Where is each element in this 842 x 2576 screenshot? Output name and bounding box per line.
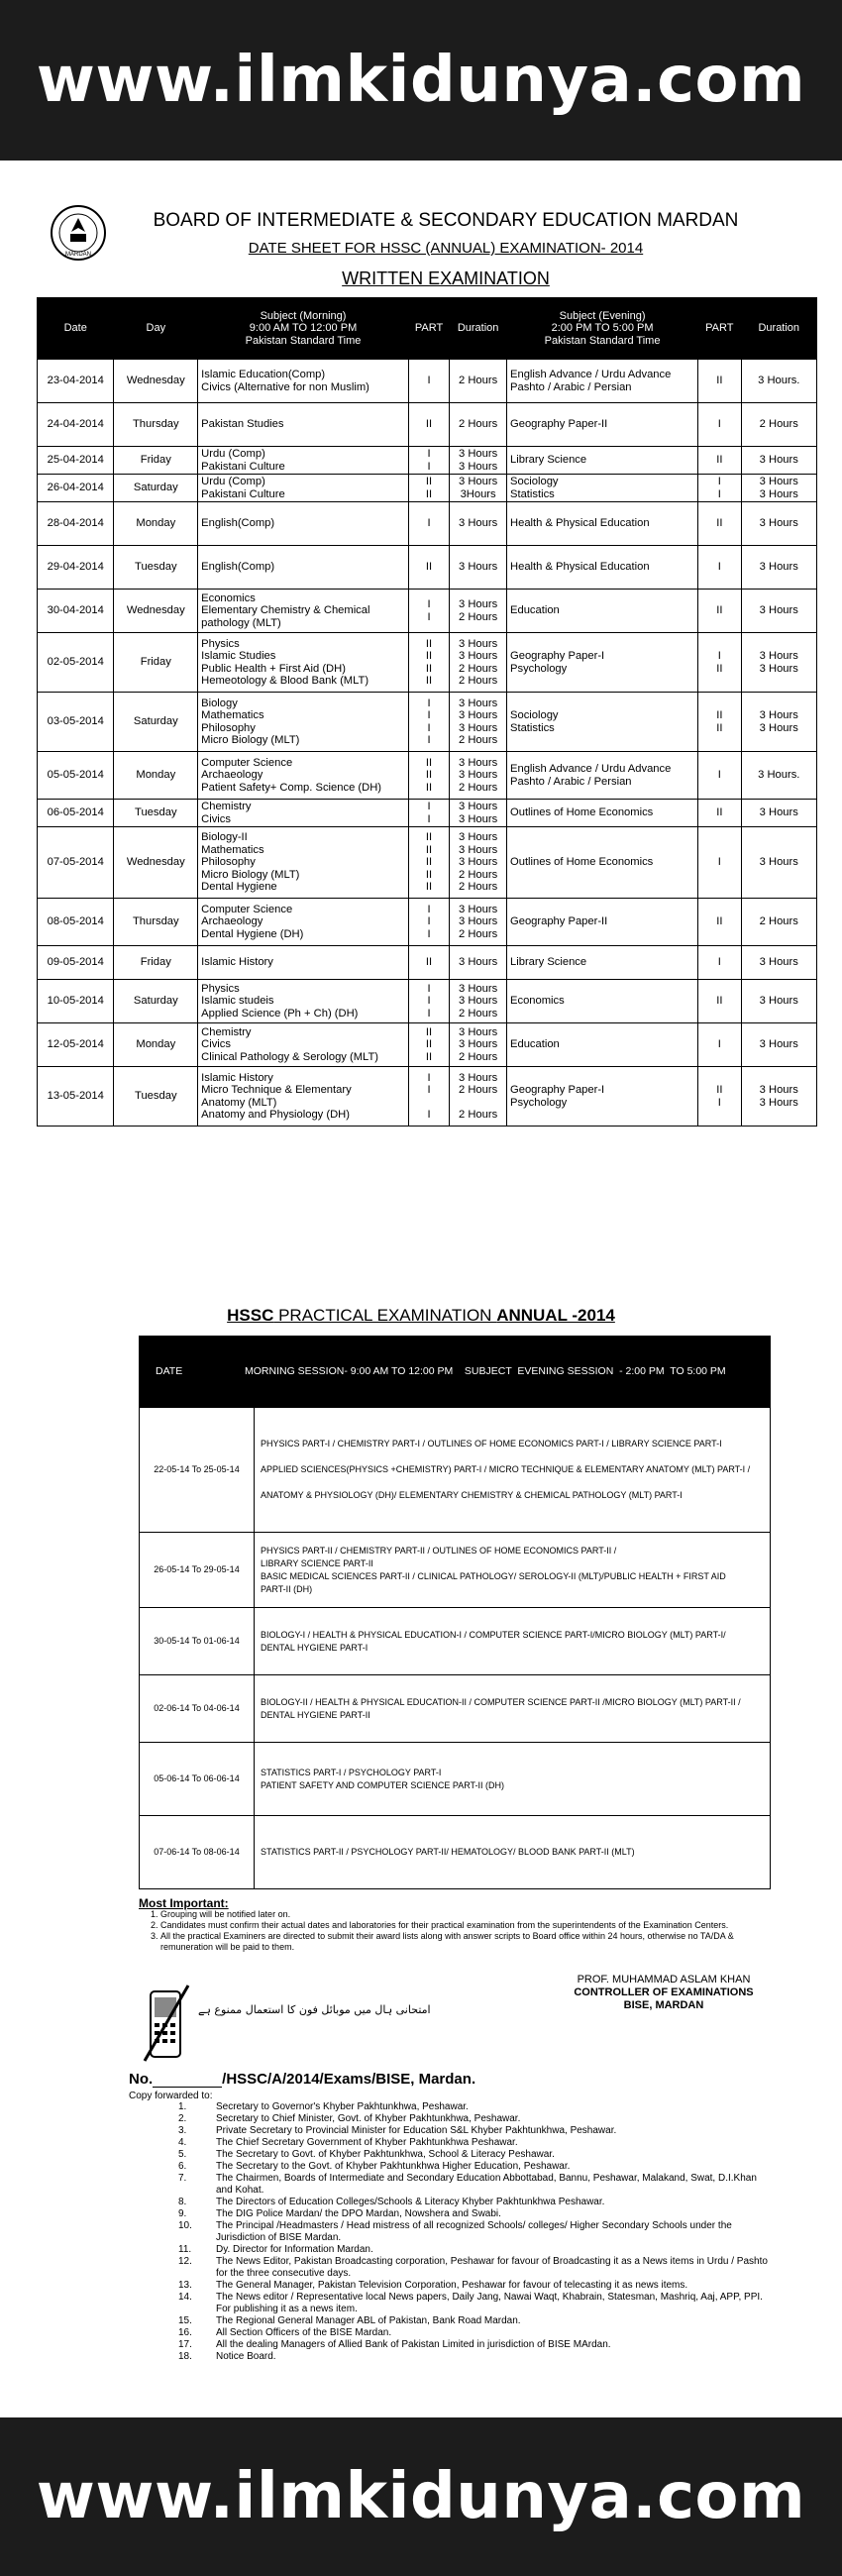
row-morning-duration: 3 Hours 2 Hours 2 Hours	[450, 1067, 507, 1127]
top-banner	[0, 0, 842, 161]
practical-subjects: PHYSICS PART-I / CHEMISTRY PART-I / OUTLINES OF HOME ECONOMICS PART-I / LIBRARY SCIENCE PART-I APPLIED SCIENCES(PHYSICS +CHEMISTRY) PART-I / MICRO TECHNIQUE & ELEMENTARY ANATOMY (MLT) PART-I / ANATOMY & PHYSIOLOGY (DH)/ ELEMENTARY CHEMISTRY & CHEMICAL PATHOLOGY (MLT) PART-I	[255, 1408, 771, 1533]
row-morning-part: II	[408, 403, 449, 447]
no-mobile-phone-icon	[143, 1982, 190, 2067]
row-morning-part: II II II	[408, 752, 449, 800]
table-row	[38, 980, 817, 1023]
row-evening-subject: Library Science	[507, 946, 698, 980]
row-morning-part: I	[408, 502, 449, 546]
row-day: Saturday	[114, 980, 198, 1023]
row-date: 25-04-2014	[38, 447, 114, 475]
list-item	[178, 2137, 773, 2149]
practical-header-date: DATE	[156, 1365, 183, 1377]
row-date: 06-05-2014	[38, 800, 114, 827]
row-morning-duration: 3 Hours 3 Hours 2 Hours	[450, 980, 507, 1023]
table-row	[38, 502, 817, 546]
practical-subjects: BIOLOGY-II / HEALTH & PHYSICAL EDUCATION-II / COMPUTER SCIENCE PART-II /MICRO BIOLOGY (MLT) PART-II / DENTAL HYGIENE PART-II	[255, 1675, 771, 1743]
table-row	[38, 633, 817, 693]
practical-date: 05-06-14 To 06-06-14	[140, 1743, 255, 1816]
row-evening-subject: Geography Paper-I Psychology	[507, 1067, 698, 1127]
row-evening-duration: 2 Hours	[741, 899, 816, 946]
row-morning-part: I	[408, 360, 449, 403]
list-number: 10.	[178, 2220, 192, 2231]
row-day: Monday	[114, 752, 198, 800]
important-notes	[139, 1898, 773, 1953]
site-url-top[interactable]: www.ilmkidunya.com	[36, 44, 806, 117]
list-item	[178, 2280, 773, 2292]
row-day: Friday	[114, 633, 198, 693]
list-item	[178, 2208, 773, 2220]
list-text: All Section Officers of the BISE Mardan.	[216, 2327, 392, 2338]
row-evening-part: II	[698, 447, 741, 475]
row-evening-subject: Library Science	[507, 447, 698, 475]
practical-subjects: BIOLOGY-I / HEALTH & PHYSICAL EDUCATION-I / COMPUTER SCIENCE PART-I/MICRO BIOLOGY (MLT) PART-I/ DENTAL HYGIENE PART-I	[255, 1608, 771, 1675]
list-text: The News editor / Representative local News papers, Daily Jang, Nawai Waqt, Khabrain, Statesman, Mashriq, Aaj, APP, PPI. For publishing it as a news item.	[216, 2292, 763, 2314]
header-morning: Subject (Morning) 9:00 AM TO 12:00 PM Pakistan Standard Time	[198, 298, 409, 360]
date-sheet-title: DATE SHEET FOR HSSC (ANNUAL) EXAMINATION- 2014	[248, 240, 644, 257]
row-evening-part: II	[698, 502, 741, 546]
list-item	[178, 2197, 773, 2208]
table-row	[38, 693, 817, 752]
row-evening-subject: Sociology Statistics	[507, 693, 698, 752]
row-day: Tuesday	[114, 546, 198, 590]
list-item	[178, 2292, 773, 2315]
row-date: 29-04-2014	[38, 546, 114, 590]
table-row	[38, 360, 817, 403]
list-text: Notice Board.	[216, 2351, 276, 2362]
list-text: The Chief Secretary Government of Khyber Pakhtunkhwa Peshawar.	[216, 2137, 518, 2148]
row-evening-subject: Health & Physical Education	[507, 502, 698, 546]
list-number: 4.	[178, 2137, 187, 2148]
practical-table-header	[140, 1337, 771, 1408]
row-evening-part: I I	[698, 475, 741, 502]
list-item	[178, 2315, 773, 2327]
practical-title	[0, 1306, 842, 1326]
row-morning-duration: 2 Hours	[450, 360, 507, 403]
board-title: BOARD OF INTERMEDIATE & SECONDARY EDUCATION MARDAN	[153, 210, 739, 231]
row-evening-subject: Education	[507, 590, 698, 633]
row-morning-part: II II II	[408, 1023, 449, 1067]
row-morning-subject: Urdu (Comp) Pakistani Culture	[198, 447, 409, 475]
row-morning-part: I I	[408, 800, 449, 827]
row-date: 23-04-2014	[38, 360, 114, 403]
row-morning-part: I I I	[408, 1067, 449, 1127]
row-evening-subject: Outlines of Home Economics	[507, 800, 698, 827]
row-morning-subject: Economics Elementary Chemistry & Chemical pathology (MLT)	[198, 590, 409, 633]
row-morning-duration: 3 Hours	[450, 546, 507, 590]
table-row	[38, 546, 817, 590]
table-row	[140, 1743, 771, 1816]
signatory-place: BISE, MARDAN	[623, 1999, 704, 2011]
row-date: 26-04-2014	[38, 475, 114, 502]
header-part-evening: PART	[698, 298, 741, 360]
urdu-note: امتحانی ہال میں موبائل فون کا استعمال ممنوع ہے	[198, 2003, 431, 2016]
row-evening-duration: 3 Hours	[741, 590, 816, 633]
row-day: Saturday	[114, 693, 198, 752]
reference-blank	[153, 2074, 222, 2088]
list-number: 13.	[178, 2280, 192, 2291]
written-exam-table	[37, 297, 817, 1127]
list-number: 12.	[178, 2256, 192, 2267]
row-day: Wednesday	[114, 590, 198, 633]
table-row	[38, 1023, 817, 1067]
row-evening-subject: Education	[507, 1023, 698, 1067]
important-title: Most Important:	[139, 1896, 229, 1910]
row-evening-subject: English Advance / Urdu Advance Pashto / Arabic / Persian	[507, 752, 698, 800]
row-morning-subject: Physics Islamic Studies Public Health + First Aid (DH) Hemeotology & Blood Bank (MLT)	[198, 633, 409, 693]
list-text: Secretary to Governor's Khyber Pakhtunkhwa, Peshawar.	[216, 2101, 469, 2112]
row-morning-subject: Chemistry Civics Clinical Pathology & Serology (MLT)	[198, 1023, 409, 1067]
list-item	[178, 2125, 773, 2137]
row-evening-duration: 3 Hours	[741, 1023, 816, 1067]
row-day: Tuesday	[114, 1067, 198, 1127]
list-number: 3.	[178, 2125, 187, 2136]
row-morning-part: II	[408, 546, 449, 590]
row-morning-duration: 3 Hours 3Hours	[450, 475, 507, 502]
row-morning-part: I I I	[408, 980, 449, 1023]
row-date: 10-05-2014	[38, 980, 114, 1023]
table-row	[140, 1533, 771, 1608]
practical-title-pre: HSSC	[227, 1306, 274, 1325]
row-date: 12-05-2014	[38, 1023, 114, 1067]
practical-title-post: ANNUAL -2014	[496, 1306, 615, 1325]
row-evening-subject: Sociology Statistics	[507, 475, 698, 502]
row-morning-subject: Islamic History	[198, 946, 409, 980]
row-morning-duration: 3 Hours	[450, 946, 507, 980]
list-text: The Regional General Manager ABL of Pakistan, Bank Road Mardan.	[216, 2315, 521, 2326]
row-morning-subject: Pakistan Studies	[198, 403, 409, 447]
row-day: Thursday	[114, 403, 198, 447]
row-morning-subject: Computer Science Archaeology Dental Hygiene (DH)	[198, 899, 409, 946]
list-item	[178, 2149, 773, 2161]
row-morning-duration: 3 Hours 3 Hours 2 Hours	[450, 1023, 507, 1067]
header-part: PART	[408, 298, 449, 360]
list-number: 5.	[178, 2149, 187, 2160]
list-text: The Secretary to Govt. of Khyber Pakhtunkhwa, School & Literacy Peshawar.	[216, 2149, 555, 2160]
list-item	[178, 2351, 773, 2363]
list-number: 14.	[178, 2292, 192, 2303]
row-evening-duration: 3 Hours	[741, 502, 816, 546]
row-day: Friday	[114, 946, 198, 980]
row-evening-subject: Geography Paper-II	[507, 403, 698, 447]
row-day: Thursday	[114, 899, 198, 946]
row-evening-part: I	[698, 827, 741, 899]
row-morning-duration: 3 Hours 3 Hours 3 Hours 2 Hours	[450, 693, 507, 752]
row-date: 13-05-2014	[38, 1067, 114, 1127]
list-text: The Principal /Headmasters / Head mistress of all recognized Schools/ colleges/ Higher Secondary Schools under the Jurisdiction of BISE Mardan.	[216, 2220, 732, 2243]
row-evening-duration: 3 Hours 3 Hours	[741, 633, 816, 693]
row-date: 09-05-2014	[38, 946, 114, 980]
row-morning-duration: 3 Hours 3 Hours	[450, 447, 507, 475]
table-row	[38, 800, 817, 827]
list-text: The DIG Police Mardan/ the DPO Mardan, Nowshera and Swabi.	[216, 2208, 501, 2219]
row-morning-subject: Physics Islamic studeis Applied Science (Ph + Ch) (DH)	[198, 980, 409, 1023]
practical-date: 30-05-14 To 01-06-14	[140, 1608, 255, 1675]
row-evening-subject: Health & Physical Education	[507, 546, 698, 590]
row-day: Saturday	[114, 475, 198, 502]
table-row	[38, 899, 817, 946]
list-item	[178, 2101, 773, 2113]
list-number: 1.	[178, 2101, 187, 2112]
header-date: Date	[38, 298, 114, 360]
header-duration-evening: Duration	[741, 298, 816, 360]
list-item	[178, 2256, 773, 2280]
header-day: Day	[114, 298, 198, 360]
copy-forwarded-label: Copy forwarded to:	[129, 2091, 213, 2101]
table-row	[38, 752, 817, 800]
row-morning-duration: 2 Hours	[450, 403, 507, 447]
list-text: The News Editor, Pakistan Broadcasting corporation, Peshawar for favour of Broadcasting it as a News items in Urdu / Pashto for the three consecutive days.	[216, 2256, 768, 2279]
site-url-bottom[interactable]: www.ilmkidunya.com	[36, 2460, 806, 2533]
row-evening-subject: Economics	[507, 980, 698, 1023]
row-evening-part: I II	[698, 633, 741, 693]
row-evening-subject: Geography Paper-II	[507, 899, 698, 946]
row-morning-subject: English(Comp)	[198, 546, 409, 590]
row-morning-duration: 3 Hours 3 Hours 2 Hours	[450, 899, 507, 946]
row-evening-part: I	[698, 403, 741, 447]
row-evening-duration: 3 Hours	[741, 946, 816, 980]
list-number: 7.	[178, 2173, 187, 2184]
row-day: Wednesday	[114, 360, 198, 403]
list-item	[178, 2113, 773, 2125]
row-date: 08-05-2014	[38, 899, 114, 946]
row-day: Monday	[114, 502, 198, 546]
row-morning-duration: 3 Hours	[450, 502, 507, 546]
row-evening-part: I	[698, 546, 741, 590]
list-item	[178, 2327, 773, 2339]
row-evening-duration: 3 Hours	[741, 546, 816, 590]
practical-subjects: STATISTICS PART-I / PSYCHOLOGY PART-I PATIENT SAFETY AND COMPUTER SCIENCE PART-II (DH)	[255, 1743, 771, 1816]
row-morning-part: I I	[408, 590, 449, 633]
practical-title-mid: PRACTICAL EXAMINATION	[273, 1306, 497, 1325]
practical-header	[140, 1337, 771, 1408]
row-morning-part: II II II II II	[408, 827, 449, 899]
practical-exam-table	[139, 1336, 771, 1889]
date-sheet-document	[0, 161, 842, 2417]
row-evening-subject: Outlines of Home Economics	[507, 827, 698, 899]
row-morning-subject: Islamic History Micro Technique & Elementary Anatomy (MLT) Anatomy and Physiology (DH)	[198, 1067, 409, 1127]
row-morning-subject: English(Comp)	[198, 502, 409, 546]
row-date: 07-05-2014	[38, 827, 114, 899]
row-morning-duration: 3 Hours 3 Hours	[450, 800, 507, 827]
practical-header-sessions: MORNING SESSION- 9:00 AM TO 12:00 PM SUBJECT EVENING SESSION - 2:00 PM TO 5:00 PM	[245, 1365, 726, 1377]
row-evening-duration: 3 Hours	[741, 980, 816, 1023]
row-evening-duration: 3 Hours	[741, 447, 816, 475]
row-evening-part: I	[698, 1023, 741, 1067]
row-evening-part: II	[698, 980, 741, 1023]
practical-date: 07-06-14 To 08-06-14	[140, 1816, 255, 1889]
list-text: The Directors of Education Colleges/Schools & Literacy Khyber Pakhtunkhwa Peshawar.	[216, 2197, 605, 2207]
row-morning-part: II	[408, 946, 449, 980]
logo-text: MARDAN	[64, 252, 92, 258]
practical-date: 26-05-14 To 29-05-14	[140, 1533, 255, 1608]
row-morning-part: I I I	[408, 899, 449, 946]
practical-date: 22-05-14 To 25-05-14	[140, 1408, 255, 1533]
list-item	[178, 2339, 773, 2351]
list-number: 15.	[178, 2315, 192, 2326]
row-evening-part: II	[698, 899, 741, 946]
header-duration: Duration	[450, 298, 507, 360]
practical-subjects: PHYSICS PART-II / CHEMISTRY PART-II / OUTLINES OF HOME ECONOMICS PART-II / LIBRARY SCIENCE PART-II BASIC MEDICAL SCIENCES PART-II / CLINICAL PATHOLOGY/ SEROLOGY-II (MLT)/PUBLIC HEALTH + FIRST AID PART-II (DH)	[255, 1533, 771, 1608]
row-evening-subject: English Advance / Urdu Advance Pashto / Arabic / Persian	[507, 360, 698, 403]
table-row	[38, 590, 817, 633]
list-number: 6.	[178, 2161, 187, 2172]
table-row	[38, 1067, 817, 1127]
list-item: 2. Candidates must confirm their actual dates and laboratories for their practical examination from the superintendents of the Examination Centers.	[160, 1920, 773, 1931]
table-row	[38, 403, 817, 447]
row-morning-part: I I	[408, 447, 449, 475]
row-evening-part: II	[698, 590, 741, 633]
table-row	[38, 475, 817, 502]
row-day: Monday	[114, 1023, 198, 1067]
header-evening: Subject (Evening) 2:00 PM TO 5:00 PM Pakistan Standard Time	[507, 298, 698, 360]
list-text: The General Manager, Pakistan Television Corporation, Peshawar for favour of telecasting it as news items.	[216, 2280, 688, 2291]
row-morning-duration: 3 Hours 3 Hours 2 Hours	[450, 752, 507, 800]
row-date: 02-05-2014	[38, 633, 114, 693]
list-item	[178, 2161, 773, 2173]
bottom-banner	[0, 2417, 842, 2576]
row-evening-duration: 3 Hours.	[741, 752, 816, 800]
row-morning-subject: Computer Science Archaeology Patient Safety+ Comp. Science (DH)	[198, 752, 409, 800]
row-morning-subject: Biology-II Mathematics Philosophy Micro Biology (MLT) Dental Hygiene	[198, 827, 409, 899]
practical-table-body	[140, 1408, 771, 1889]
written-exam-title: WRITTEN EXAMINATION	[342, 268, 550, 288]
row-date: 05-05-2014	[38, 752, 114, 800]
row-morning-subject: Chemistry Civics	[198, 800, 409, 827]
signature-block	[535, 1974, 792, 2012]
row-day: Tuesday	[114, 800, 198, 827]
list-text: Private Secretary to Provincial Minister for Education S&L Khyber Pakhtunkhwa, Peshawar.	[216, 2125, 617, 2136]
row-date: 28-04-2014	[38, 502, 114, 546]
list-item	[178, 2244, 773, 2256]
reference-number	[129, 2071, 475, 2088]
row-evening-duration: 3 Hours 3 Hours	[741, 693, 816, 752]
list-number: 18.	[178, 2351, 192, 2362]
row-evening-duration: 2 Hours	[741, 403, 816, 447]
row-morning-part: II II II II	[408, 633, 449, 693]
row-evening-duration: 3 Hours 3 Hours	[741, 1067, 816, 1127]
list-item: 1. Grouping will be notified later on.	[160, 1909, 773, 1920]
row-morning-part: I I I I	[408, 693, 449, 752]
row-evening-part: I	[698, 946, 741, 980]
row-evening-part: II I	[698, 1067, 741, 1127]
row-morning-duration: 3 Hours 2 Hours	[450, 590, 507, 633]
table-row	[38, 447, 817, 475]
list-number: 2.	[178, 2113, 187, 2124]
important-list	[160, 1909, 773, 1953]
practical-date: 02-06-14 To 04-06-14	[140, 1675, 255, 1743]
row-morning-subject: Biology Mathematics Philosophy Micro Biology (MLT)	[198, 693, 409, 752]
practical-subjects: STATISTICS PART-II / PSYCHOLOGY PART-II/ HEMATOLOGY/ BLOOD BANK PART-II (MLT)	[255, 1816, 771, 1889]
row-evening-part: II	[698, 800, 741, 827]
list-number: 17.	[178, 2339, 192, 2350]
row-evening-part: II II	[698, 693, 741, 752]
signatory-name: PROF. MUHAMMAD ASLAM KHAN	[577, 1974, 751, 1986]
list-number: 9.	[178, 2208, 187, 2219]
row-date: 24-04-2014	[38, 403, 114, 447]
row-evening-part: II	[698, 360, 741, 403]
list-text: All the dealing Managers of Allied Bank of Pakistan Limited in jurisdiction of BISE MArdan.	[216, 2339, 611, 2350]
row-date: 03-05-2014	[38, 693, 114, 752]
row-evening-duration: 3 Hours 3 Hours	[741, 475, 816, 502]
row-evening-part: I	[698, 752, 741, 800]
list-text: The Chairmen, Boards of Intermediate and Secondary Education Abbottabad, Bannu, Peshawar, Malakand, Swat, D.I.Khan and Kohat.	[216, 2173, 757, 2196]
list-item	[178, 2220, 773, 2244]
table-row	[38, 827, 817, 899]
table-row	[140, 1816, 771, 1889]
list-item: 3. All the practical Examiners are directed to submit their award lists along with answer scripts to Board office within 24 hours, otherwise no TA/DA & remuneration will be paid to them.	[160, 1931, 773, 1953]
list-number: 11.	[178, 2244, 192, 2255]
row-morning-part: II II	[408, 475, 449, 502]
list-text: Dy. Director for Information Mardan.	[216, 2244, 373, 2255]
copy-forwarded-list	[178, 2101, 773, 2363]
row-day: Wednesday	[114, 827, 198, 899]
list-text: Secretary to Chief Minister, Govt. of Khyber Pakhtunkhwa, Peshawar.	[216, 2113, 521, 2124]
list-item	[178, 2173, 773, 2197]
row-evening-duration: 3 Hours	[741, 800, 816, 827]
signatory-title: CONTROLLER OF EXAMINATIONS	[574, 1986, 754, 1998]
reference-no-label: No.	[129, 2071, 154, 2088]
row-evening-duration: 3 Hours	[741, 827, 816, 899]
row-morning-duration: 3 Hours 3 Hours 3 Hours 2 Hours 2 Hours	[450, 827, 507, 899]
row-evening-duration: 3 Hours.	[741, 360, 816, 403]
row-day: Friday	[114, 447, 198, 475]
row-morning-subject: Urdu (Comp) Pakistani Culture	[198, 475, 409, 502]
reference-no-suffix: /HSSC/A/2014/Exams/BISE, Mardan.	[222, 2071, 476, 2088]
list-text: The Secretary to the Govt. of Khyber Pakhtunkhwa Higher Education, Peshawar.	[216, 2161, 571, 2172]
row-morning-subject: Islamic Education(Comp) Civics (Alternative for non Muslim)	[198, 360, 409, 403]
table-row	[140, 1408, 771, 1533]
row-evening-subject: Geography Paper-I Psychology	[507, 633, 698, 693]
table-row	[38, 946, 817, 980]
row-date: 30-04-2014	[38, 590, 114, 633]
table-row	[140, 1675, 771, 1743]
row-morning-duration: 3 Hours 3 Hours 2 Hours 2 Hours	[450, 633, 507, 693]
written-table-header	[38, 298, 817, 360]
table-row	[140, 1608, 771, 1675]
list-number: 16.	[178, 2327, 192, 2338]
list-number: 8.	[178, 2197, 187, 2207]
written-table-body	[38, 360, 817, 1127]
